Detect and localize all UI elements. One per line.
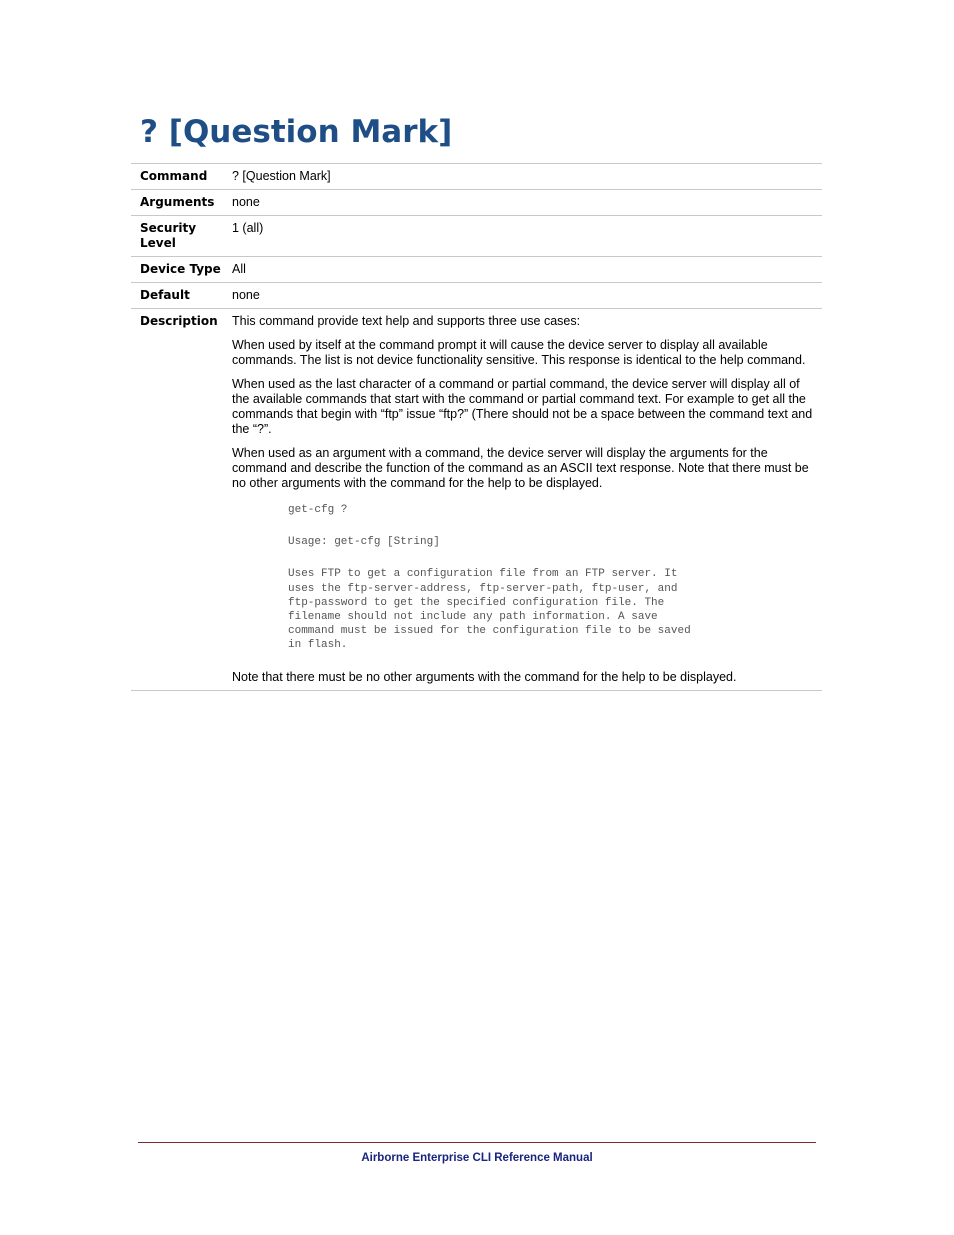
description-paragraph: This command provide text help and supports three use cases: <box>232 314 581 328</box>
code-explanation-line: Uses FTP to get a configuration file from an FTP server. It <box>288 568 678 581</box>
code-explanation-line: uses the ftp-server-address, ftp-server-path, ftp-user, and <box>288 582 678 595</box>
description-closing-note: Note that there must be no other arguments with the command for the help to be displayed. <box>232 669 737 684</box>
footer-divider <box>138 1142 816 1143</box>
command-reference-table <box>131 163 822 691</box>
code-explanation-line: filename should not include any path information. A save <box>288 611 658 624</box>
code-command: get-cfg ? <box>288 504 348 516</box>
code-usage: Usage: get-cfg [String] <box>288 536 440 549</box>
description-content <box>232 309 822 691</box>
row-label: Arguments <box>131 190 232 216</box>
footer-manual-title: Airborne Enterprise CLI Reference Manual <box>361 1152 593 1164</box>
row-value: 1 (all) <box>232 216 822 257</box>
description-paragraph: When used as an argument with a command, the device server will display the arguments for the command and describe the function of the command as an ASCII text response. Note that there must be no other arguments with the command for the help to be displayed. <box>232 446 809 490</box>
table-row-default <box>131 283 822 309</box>
code-explanation-line: in flash. <box>288 639 348 652</box>
code-explanation-line: ftp-password to get the specified configuration file. The <box>288 596 665 609</box>
table-row-security-level <box>131 216 822 257</box>
page-title: ? [Question Mark] <box>140 114 453 150</box>
row-label: Device Type <box>131 257 232 283</box>
code-spacer <box>288 517 816 535</box>
code-spacer <box>288 549 816 567</box>
table-row-device-type <box>131 257 822 283</box>
row-value: none <box>232 190 822 216</box>
row-label: Command <box>131 164 232 190</box>
table-row-description <box>131 309 822 691</box>
code-explanation-line: command must be issued for the configuration file to be saved <box>288 625 691 638</box>
table-row-arguments <box>131 190 822 216</box>
row-value: ? [Question Mark] <box>232 164 822 190</box>
row-label: Security Level <box>131 216 232 257</box>
row-value: All <box>232 257 822 283</box>
row-value: none <box>232 283 822 309</box>
code-example <box>288 503 816 653</box>
row-label: Description <box>131 309 232 691</box>
row-label: Default <box>131 283 232 309</box>
description-paragraph: When used as the last character of a command or partial command, the device server will display all of the available commands that start with the command or partial command text. For example to get all the commands that begin with “ftp” issue “ftp?” (There should not be a space between the command text and the “?”. <box>232 377 813 436</box>
description-paragraph: When used by itself at the command prompt it will cause the device server to display all available commands. The list is not device functionality sensitive. This response is identical to the help command. <box>232 338 806 367</box>
table-row-command <box>131 164 822 190</box>
